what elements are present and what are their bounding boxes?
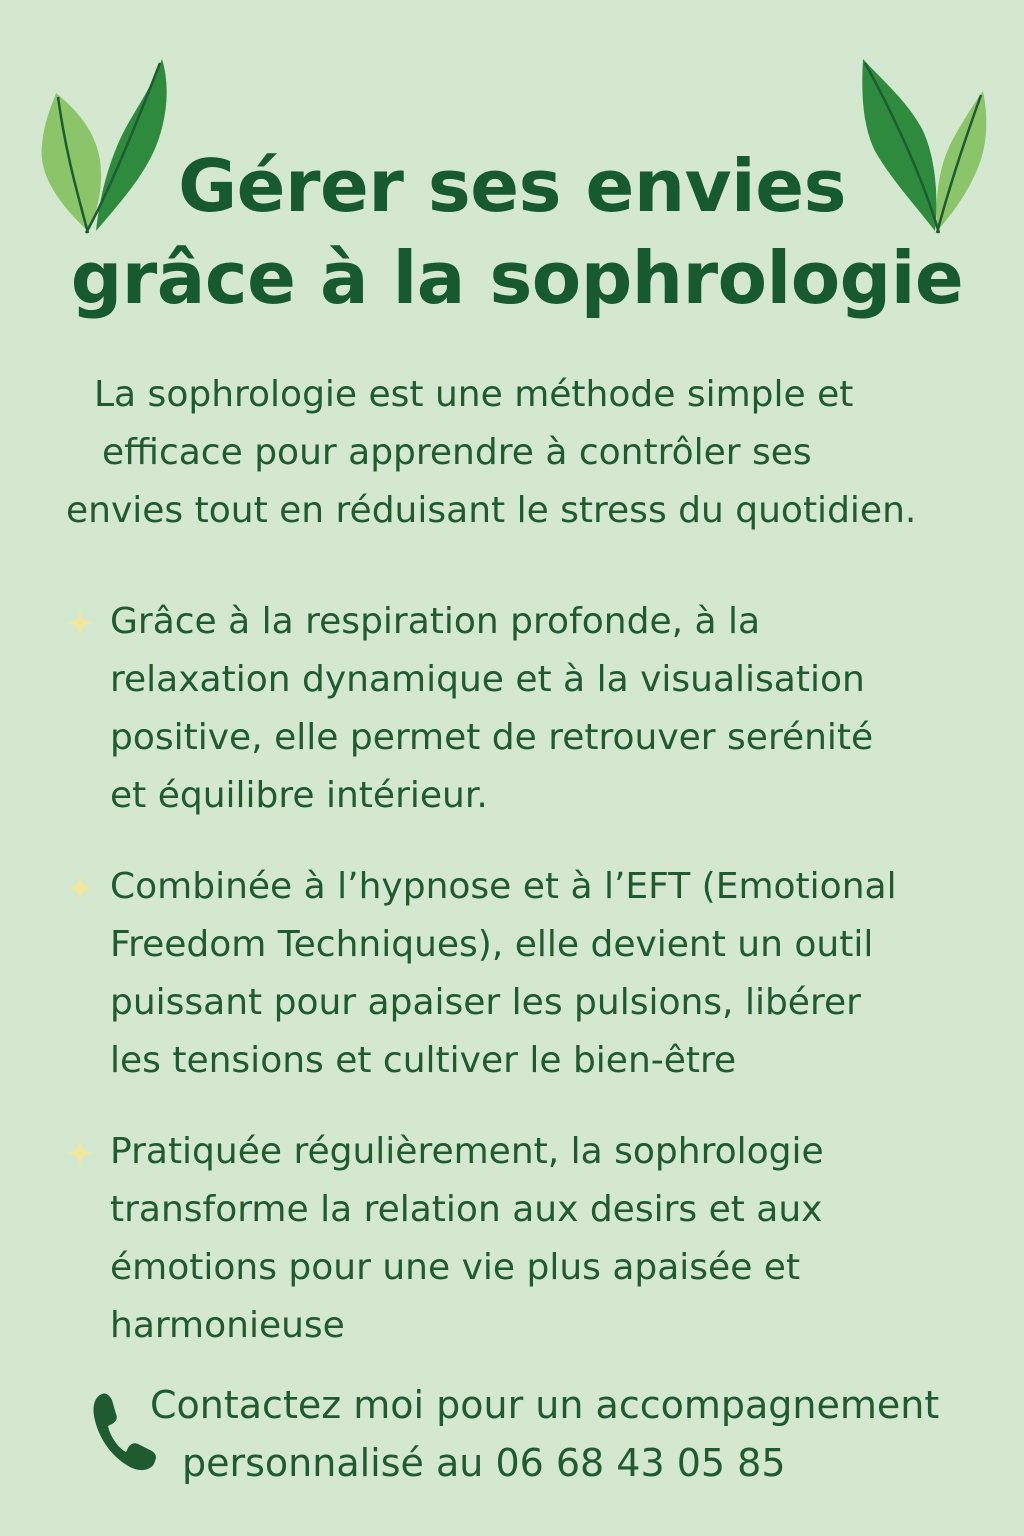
list-item-line: Pratiquée régulièrement, la sophrologie [110,1131,824,1172]
sparkle-icon [64,607,96,639]
list-item-line: Grâce à la respiration profonde, à la [110,601,761,642]
sparkle-icon [64,872,96,904]
list-item-line: les tensions et cultiver le bien-être [110,1040,737,1081]
sparkle-icon [64,1137,96,1169]
contact-line-1: Contactez moi pour un accompagnement [150,1383,940,1427]
title-line-2: grâce à la sophrologie [70,236,964,320]
list-item-line: puissant pour apaiser les pulsions, libérer [110,982,861,1023]
intro-line: efficace pour apprendre à contrôler ses [102,432,812,473]
list-item [0,858,1024,1090]
contact-section [0,1376,1024,1496]
list-item-line: émotions pour une vie plus apaisée et [110,1247,801,1288]
list-item-line: harmonieuse [110,1305,345,1346]
list-item-line: relaxation dynamique et à la visualisation [110,659,865,700]
intro-paragraph [0,366,1024,540]
list-item-line: transforme la relation aux desirs et aux [110,1189,823,1230]
page-title [0,140,1024,324]
list-item [0,593,1024,825]
intro-line: envies tout en réduisant le stress du quotidien. [66,490,917,531]
list-item-line: Freedom Techniques), elle devient un outil [110,924,874,965]
contact-text [150,1376,939,1492]
title-line-1: Gérer ses envies [178,144,846,228]
benefits-list [0,593,1024,1388]
list-item [0,1123,1024,1355]
list-item-line: positive, elle permet de retrouver serénité [110,717,874,758]
contact-phone-line[interactable]: personnalisé au 06 68 43 05 85 [182,1441,786,1485]
intro-line: La sophrologie est une méthode simple et [94,374,854,415]
list-item-line: et équilibre intérieur. [110,775,488,816]
list-item-line: Combinée à l’hypnose et à l’EFT (Emotional [110,866,897,907]
